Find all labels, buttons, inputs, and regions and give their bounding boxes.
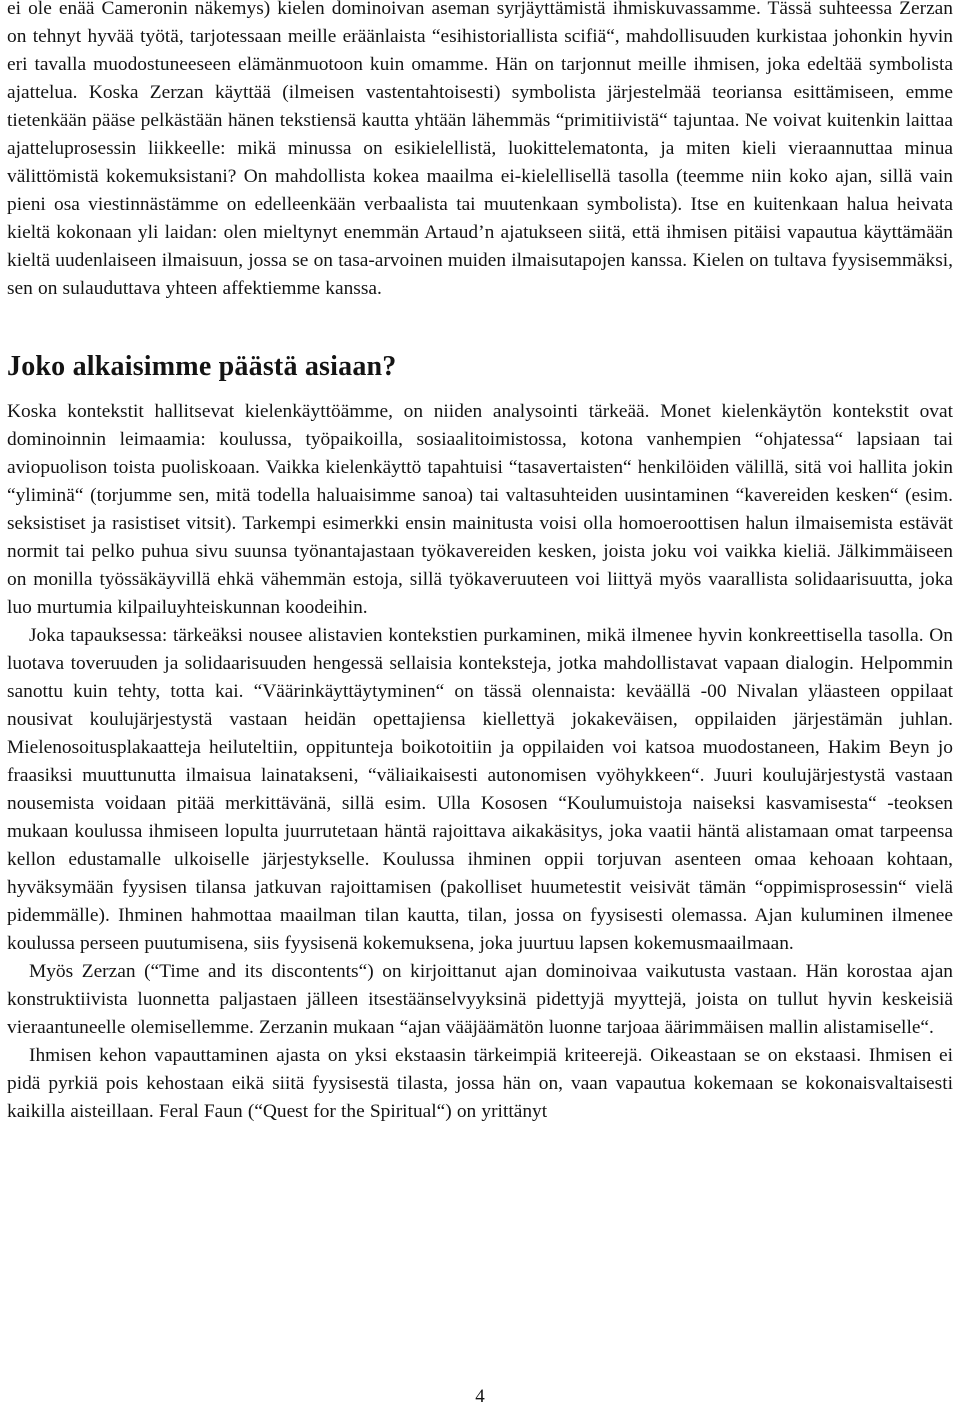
paragraph: Myös Zerzan (“Time and its discontents“) on kirjoittanut ajan dominoivaa vaikutusta vastaan. Hän korostaa ajan konstruktiivista luonnetta paljastaen jälleen itsestäänselvyyksinä pidettyjä myyttejä, joista on tullut hyvin keskeisiä vieraantuneelle olemisellemme. Zerzanin mukaan “ajan vääjäämätön luonne tarjoaa äärimmäisen mallin alistamiselle“. bbox=[7, 961, 953, 1038]
paragraph: Joka tapauksessa: tärkeäksi nousee alistavien kontekstien purkaminen, mikä ilmenee hyvin konkreettisella tasolla. On luotava toveruuden ja solidaarisuuden hengessä sellaisia konteksteja, jotka mahdollistavat vapaan dialogin. Helpommin sanottu kuin tehty, totta kai. “Väärinkäyttäytyminen“ on tässä olennaista: keväällä -00 Nivalan yläasteen oppilaat nousivat koulujärjestystä vastaan heidän opettajiensa kiellettyä jokakeväisen, oppilaiden järjestämän juhlan. Mielenosoitusplakaattеja heiluteltiin, oppitunteja boikotoitiin ja oppilaiden voi katsoa muodostaneen, Hakim Beyn jo fraasiksi muuttunutta ilmaisua lainatakseni, “väliaikaisesti autonomisen vyöhykkeen“. Juuri koulujärjestystä vastaan nousemista voidaan pitää merkittävänä, sillä esim. Ulla Kososen “Koulumuistoja naiseksi kasvamisesta“ -teoksen mukaan koulussa ihmiseen lopulta juurrutetaan häntä rajoittava aikakäsitys, joka vaatii häntä alistamaan omat tarpeensa kellon edustamalle ulkoiselle järjestykselle. Koulussa ihminen oppii torjuvan asenteen omaa kehoaan kohtaan, hyväksymään fyysisen tilansa jatkuvan rajoittamisen (pakolliset huumetestit veisivät tämän “oppimisprosessin“ vielä pidemmälle). Ihminen hahmottaa maailman tilan kautta, tilan, jossa on fyysisesti olemassa. Ajan kuluminen ilmenee koulussa perseen puutumisena, siis fyysisenä kokemuksena, joka juurtuu lapsen kokemusmaailmaan. bbox=[7, 625, 953, 954]
section-heading: Joko alkaisimme päästä asiaan? bbox=[7, 351, 397, 382]
paragraph-continued: ei ole enää Cameronin näkemys) kielen dominoivan aseman syrjäyttämistä ihmiskuvassamme. Tässä suhteessa Zerzan on tehnyt hyvää työtä, tarjotessaan meille eräänlaista “esihistoriallista scifiä“, mahdollisuuden kurkistaa johonkin hyvin eri tavalla muodostuneeseen elämänmuotoon kuin omamme. Hän on tarjonnut meille ihmisen, joka edeltää symbolista ajattelua. Koska Zerzan käyttää (ilmeisen vastentahtoisesti) symbolista järjestelmää teoriansa esittämiseen, emme tietenkään pääse pelkästään hänen tekstiensä kautta yhtään lähemmäs “primitiivistä“ tajuntaa. Ne voivat kuitenkin laittaa ajatteluprosessin liikkeelle: mikä minussa on esikielellistä, luokittelematonta, ja miten kieli vieraannuttaa minua välittömistä kokemuksistani? On mahdollista kokea maailma ei-kielellisellä tasolla (teemme niin koko ajan, sillä vain pieni osa viestinnästämme on edelleenkään verbaalista tai muutenkaan symbolista). Itse en kuitenkaan halua heivata kieltä kokonaan yli laidan: olen mieltynyt enemmän Artaud’n ajatukseen siitä, että ihmisen pitäisi vapautua käyttämään kieltä uudenlaiseen ilmaisuun, jossa se on tasa-arvoinen muiden ilmaisutapojen kanssa. Kielen on tultava fyysisemmäksi, sen on sulauduttava yhteen affektiemme kanssa. bbox=[7, 0, 953, 299]
paragraph: Koska kontekstit hallitsevat kielenkäyttöämme, on niiden analysointi tärkeää. Monet kielenkäytön kontekstit ovat dominoinnin leimaamia: koulussa, työpaikoilla, sosiaalitoimistossa, kotona vanhempien “ohjatessa“ lapsiaan tai aviopuolison toista puoliskoaan. Vaikka kielenkäyttö tapahtuisi “tasavertaisten“ henkilöiden välillä, sitä voi hallita jokin “yliminä“ (torjumme sen, mitä todella haluaisimme sanoa) tai valtasuhteiden uusintaminen “kavereiden kesken“ (esim. seksistiset ja rasistiset vitsit). Tarkempi esimerkki ensin mainitusta voisi olla homoeroottisen halun ilmaisemista estävät normit tai pelko puhua sivu suunsa työnantajastaan työkavereiden kesken, joista joku voi vaikka kieliä. Jälkimmäiseen on monilla työssäkäyvillä ehkä vähemmän estoja, sillä työkaveruuteen voi liittyä myös vaarallista solidaarisuutta, joka luo murtumia kilpailuyhteiskunnan koodeihin. bbox=[7, 401, 953, 618]
document-page bbox=[7, 0, 953, 1126]
paragraph: Ihmisen kehon vapauttaminen ajasta on yksi ekstaasin tärkeimpiä kriteerejä. Oikeastaan se on ekstaasi. Ihmisen ei pidä pyrkiä pois kehostaan eikä siitä fyysisestä tilasta, jossa hän on, vaan vapautua kokemaan se kokonaisvaltaisesti kaikilla aisteillaan. Feral Faun (“Quest for the Spiritual“) on yrittänyt bbox=[7, 1045, 953, 1122]
page-number: 4 bbox=[475, 1386, 485, 1407]
